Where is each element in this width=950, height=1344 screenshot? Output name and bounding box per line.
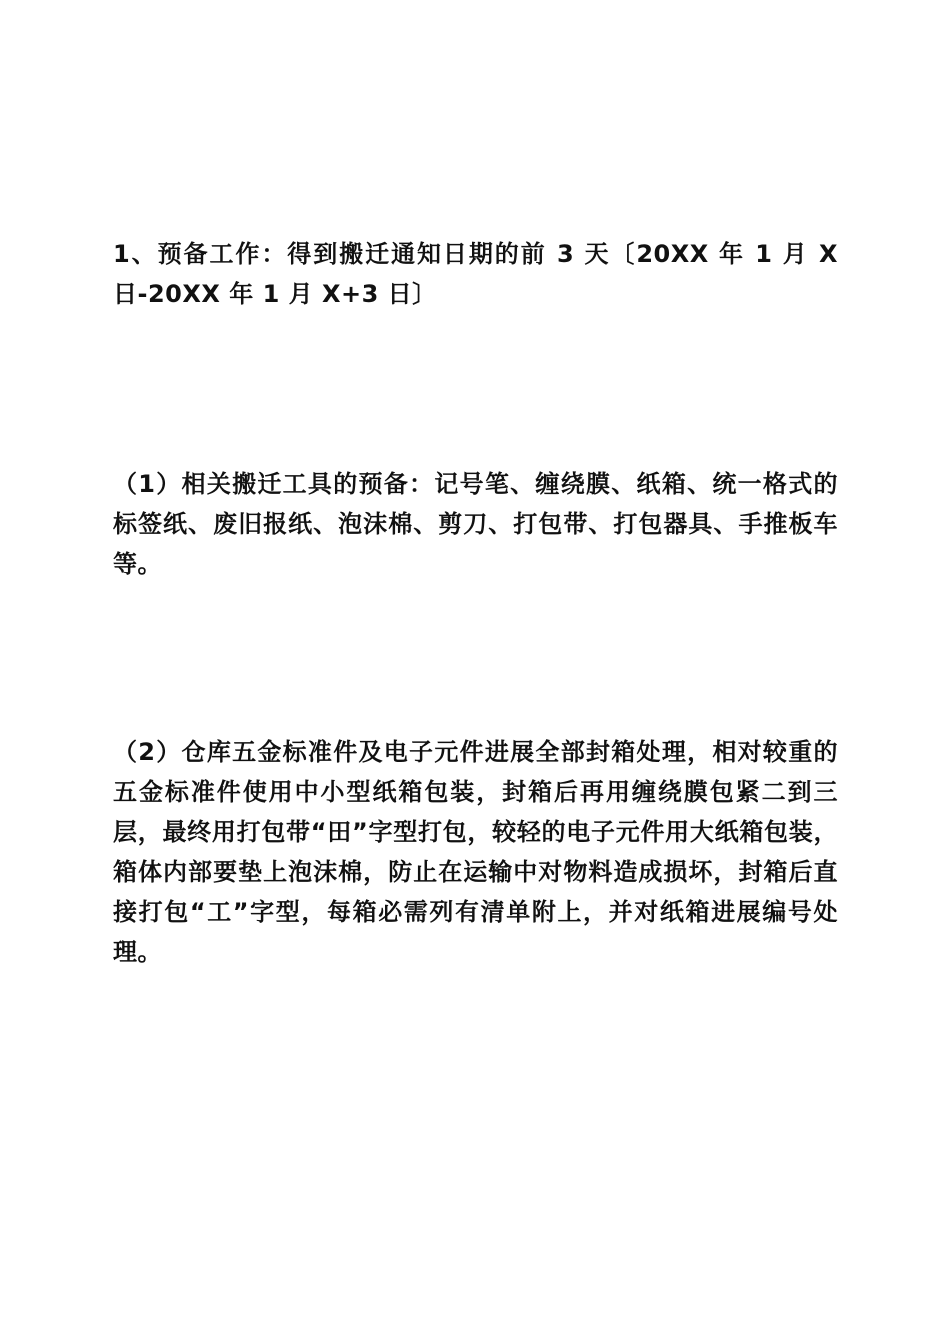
paragraph-tools-preparation: （1）相关搬迁工具的预备：记号笔、缠绕膜、纸箱、统一格式的标签纸、废旧报纸、泡沫棉、剪刀、打包带、打包器具、手推板车等。 xyxy=(113,470,838,578)
paragraph-warehouse-packing: （2）仓库五金标准件及电子元件进展全部封箱处理，相对较重的五金标准件使用中小型纸箱包装，封箱后再用缠绕膜包紧二到三层，最终用打包带“田”字型打包，较轻的电子元件用大纸箱包装，箱体内部要垫上泡沫棉，防止在运输中对物料造成损坏，封箱后直接打包“工”字型，每箱必需列有清单附上，并对纸箱进展编号处理。 xyxy=(113,738,838,966)
paragraph-preparation-work: 1、预备工作：得到搬迁通知日期的前 3 天〔20XX 年 1 月 X 日-20XX 年 1 月 X+3 日〕 xyxy=(113,240,838,308)
